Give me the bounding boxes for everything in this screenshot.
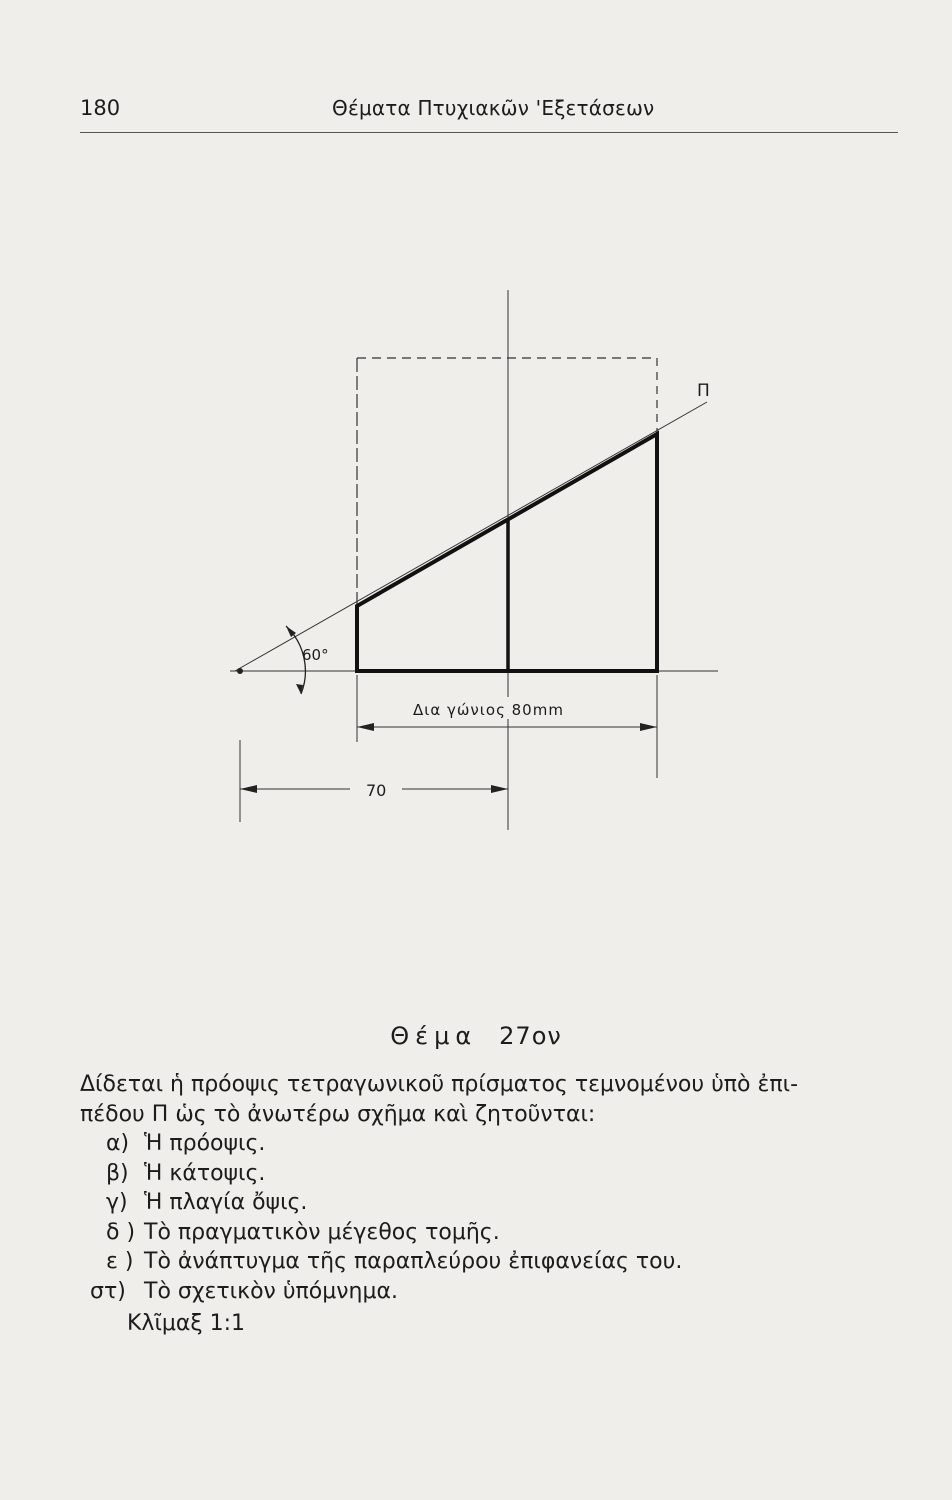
distance-arrow-left: [240, 785, 257, 793]
diagonal-arrow-right: [640, 723, 657, 731]
item-label: γ): [106, 1190, 128, 1215]
item-text: Τὸ ἀνάπτυγμα τῆς παραπλεύρου ἐπιφανείας του.: [144, 1249, 683, 1274]
list-item: [80, 1159, 910, 1189]
list-item: [80, 1218, 910, 1248]
scale-note: Κλῖμαξ 1:1: [127, 1311, 246, 1336]
problem-statement: [80, 1070, 910, 1339]
list-item: [80, 1277, 910, 1307]
diagonal-label: Δια γώνιος 80mm: [413, 701, 564, 719]
item-text: Ἡ πλαγία ὄψις.: [144, 1190, 308, 1215]
problem-line-1: Δίδεται ἡ πρόοψις τετραγωνικοῦ πρίσματος τεμνομένου ὑπὸ ἐπι-: [80, 1072, 799, 1097]
problem-line-2: πέδου Π ὡς τὸ ἀνωτέρω σχῆμα καὶ ζητοῦνται:: [80, 1101, 596, 1127]
item-label: στ): [90, 1278, 126, 1304]
topic-word: Θέμα: [390, 1022, 478, 1050]
diagonal-arrow-left: [357, 723, 374, 731]
item-text: Ἡ κάτοψις.: [144, 1160, 266, 1186]
plane-label: Π: [697, 381, 710, 401]
list-item: [80, 1129, 910, 1159]
item-label: ε ): [106, 1249, 134, 1274]
list-item: [80, 1188, 910, 1218]
item-text: Ἡ πρόοψις.: [144, 1131, 266, 1156]
distance-arrow-right: [491, 785, 508, 793]
origin-point: [237, 668, 243, 674]
running-title: Θέματα Πτυχιακῶν 'Εξετάσεων: [332, 96, 655, 120]
item-text: Τὸ πραγματικὸν μέγεθος τομῆς.: [144, 1219, 500, 1245]
topic-number: 27ον: [499, 1022, 562, 1050]
page-number: 180: [80, 96, 121, 120]
item-label: δ ): [106, 1219, 136, 1245]
cutting-plane-line: [235, 402, 707, 671]
item-text: Τὸ σχετικὸν ὑπόμνημα.: [144, 1278, 398, 1304]
topic-title: [0, 1022, 952, 1050]
list-item: [80, 1247, 910, 1277]
item-label: β): [106, 1160, 129, 1186]
distance-label: 70: [366, 781, 387, 800]
angle-label: 60°: [302, 646, 329, 664]
item-label: α): [106, 1131, 130, 1156]
